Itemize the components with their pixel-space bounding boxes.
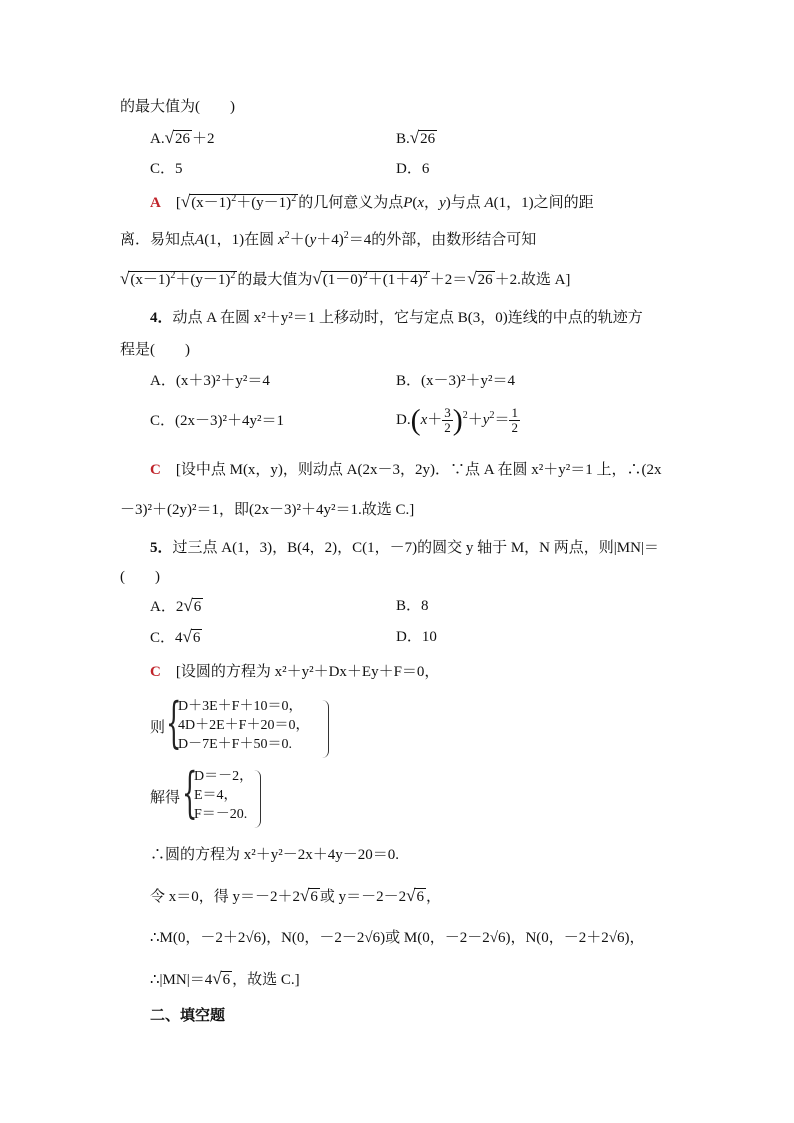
q4-option-b: B．(x－3)²＋y²＝4 [396, 373, 515, 389]
q3-explanation-line3: $√(x-1)^2+(y-1)^2$ 的最大值为$√(1-0)^2+(1+4)^2 +2=√26 +2$.故选 A] [120, 269, 571, 288]
q4-option-d: D.(x＋ $\frac{3}{2}$ )$^2+y^2=$ $\frac{1}{2}$ [396, 403, 518, 437]
system1-eq3: D－7E＋F＋50＝0. [178, 737, 292, 752]
q5-stem-line2: ( ) [120, 569, 160, 585]
q5-then-label: 则 [150, 720, 166, 736]
q3-option-b: B.√26 [396, 128, 436, 147]
q3-explanation-line2: 离．易知点A(1，1)在圆 $x^2+(y+4)^2=4$的外部，由数形结合可知 [120, 230, 537, 248]
system1-eq2: 4D＋2E＋F＋20＝0， [178, 718, 310, 733]
system2-brace: { [182, 761, 198, 824]
q3-option-c: C．5 [150, 161, 183, 177]
system1-right-bracket [322, 700, 329, 758]
q3-stem-tail: 的最大值为( ) [120, 99, 235, 115]
q5-option-b: B．8 [396, 598, 429, 614]
q5-option-d: D．10 [396, 629, 437, 645]
q4-explanation-line2: －3)²＋(2y)²＝1，即(2x－3)²＋4y²＝1.故选 C.] [120, 502, 415, 518]
q4-option-c: C．(2x－3)²＋4y²＝1 [150, 413, 284, 429]
q3-explanation-line1: A [$√(x-1)^2+(y-1)^2$ 的几何意义为点P(x，y)与点 A(1，1)之间的距 [150, 192, 594, 211]
q5-let-x-zero: 令 x＝0，得 y＝－2＋2√6 或 y＝－2－2√6 ， [150, 886, 441, 905]
q5-explanation-line1: C [设圆的方程为 x²＋y²＋Dx＋Ey＋F＝0， [150, 664, 440, 680]
q3-option-d: D．6 [396, 161, 430, 177]
system2-eq3: F＝－20. [194, 807, 248, 822]
system2-right-bracket [254, 770, 261, 828]
system2-eq1: D＝－2， [194, 769, 254, 784]
system2-eq2: E＝4， [194, 788, 238, 803]
q5-result: ∴|MN|＝4√6 ，故选 C.] [150, 969, 300, 988]
q4-stem-line2: 程是( ) [120, 342, 190, 358]
q5-circle-equation: ∴圆的方程为 x²＋y²－2x＋4y－20＝0. [150, 847, 399, 863]
q5-stem-line1: 5．过三点 A(1，3)，B(4，2)，C(1，－7)的圆交 y 轴于 M，N 两点，则|MN|＝ [150, 540, 659, 556]
q4-stem-line1: 4．动点 A 在圆 x²＋y²＝1 上移动时，它与定点 B(3，0)连线的中点的轨迹方 [150, 310, 643, 326]
q5-solve-label: 解得 [150, 790, 181, 806]
q4-option-a: A．(x＋3)²＋y²＝4 [150, 373, 270, 389]
section-heading-fill-in: 二、填空题 [150, 1008, 226, 1024]
system1-equations [178, 697, 309, 754]
q4-explanation-line1: C [设中点 M(x，y)，则动点 A(2x－3，2y)．∵点 A 在圆 x²＋y²＝1 上，∴(2x [150, 462, 662, 478]
q5-mn-points: ∴M(0，－2＋2√6)，N(0，－2－2√6)或 M(0，－2－2√6)，N(0，－2＋2√6)， [150, 930, 645, 946]
q3-option-a: A.√26 ＋2 [150, 128, 215, 147]
system1-brace: { [166, 691, 182, 754]
q5-option-c: C．4√6 [150, 627, 201, 646]
system2-equations [194, 767, 253, 824]
system1-eq1: D＋3E＋F＋10＝0， [178, 699, 303, 714]
q5-option-a: A．2√6 [150, 596, 202, 615]
